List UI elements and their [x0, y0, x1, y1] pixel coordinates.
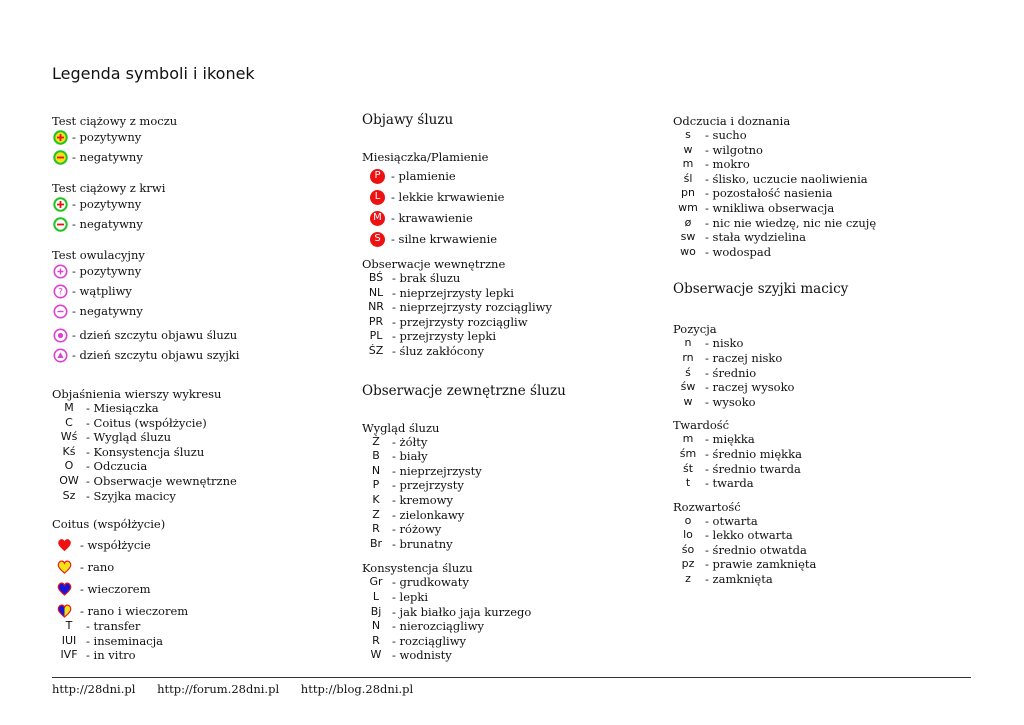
abbreviation: BŚ: [368, 271, 384, 284]
abbreviation: ø: [684, 215, 692, 229]
description: - otwarta: [705, 513, 758, 528]
list-item: [673, 395, 876, 410]
description: - transfer: [86, 619, 141, 634]
coitus-morning-evening-row: - rano i wieczorem: [52, 603, 239, 619]
description: - średnio miękka: [705, 446, 802, 461]
abbreviation: Ż: [372, 434, 380, 448]
list-item: [673, 380, 876, 395]
list-item: [362, 435, 566, 450]
list-item: [362, 648, 566, 663]
bleeding-item: [362, 169, 566, 184]
list-item: [362, 300, 566, 315]
feelings-list: [673, 128, 876, 259]
blood-positive-icon: [52, 196, 68, 212]
description: - zielonkawy: [392, 507, 465, 522]
mucus-peak-icon: [52, 327, 68, 343]
list-item: [362, 478, 566, 493]
abbreviation: t: [685, 476, 691, 490]
list-item: [52, 634, 239, 649]
description: - wodospad: [705, 244, 772, 259]
list-item: [362, 344, 566, 359]
list-item: [673, 476, 876, 491]
coitus-morning-row: - rano: [52, 559, 239, 575]
description: - wilgotno: [705, 142, 763, 157]
description: - przejrzysty: [392, 478, 464, 493]
cervix-peak-icon: [52, 347, 68, 363]
coitus-evening-row: - wieczorem: [52, 581, 239, 597]
list-item: [52, 474, 239, 489]
abbreviation: M: [64, 401, 74, 414]
abbreviation: N: [371, 463, 381, 477]
abbreviation: o: [684, 513, 692, 527]
description: - średnio otwatda: [705, 542, 807, 557]
description: - nieprzejrzysty: [392, 463, 482, 478]
description: - mokro: [705, 157, 750, 172]
list-item: [673, 447, 876, 462]
description: - raczej nisko: [705, 350, 783, 365]
abbreviation: lo: [683, 528, 693, 542]
list-item: [673, 157, 876, 172]
abbreviation: m: [682, 432, 694, 446]
abbreviation: O: [64, 459, 74, 473]
abbreviation: Wś: [60, 430, 78, 444]
hardness-list: [673, 432, 876, 490]
abbreviation: Gr: [369, 575, 383, 589]
list-item: [673, 351, 876, 366]
internal-title: Obserwacje wewnętrzne: [362, 257, 506, 271]
abbreviation: św: [680, 380, 696, 394]
abbreviation: w: [683, 394, 693, 408]
opening-title: Rozwartość: [673, 499, 741, 514]
list-item: [362, 634, 566, 649]
abbreviation: L: [372, 589, 380, 603]
description: - Obserwacje wewnętrzne: [86, 473, 237, 488]
abbreviation: P: [372, 478, 380, 492]
internal-list: [362, 271, 566, 359]
list-item: [362, 522, 566, 537]
abbreviation: B: [372, 449, 380, 463]
cervix-heading: Obserwacje szyjki macicy: [673, 281, 849, 298]
list-item: [673, 557, 876, 572]
abbreviation: z: [685, 572, 691, 586]
description: - zamknięta: [705, 572, 773, 587]
abbreviation: PL: [369, 329, 383, 343]
abbreviation: śt: [682, 461, 694, 475]
urine-negative-row: - negatywny: [52, 149, 239, 165]
column-1: [52, 112, 239, 663]
feelings-title: Odczucia i doznania: [673, 114, 791, 128]
position-title: Pozycja: [673, 322, 717, 337]
svg-text:?: ?: [57, 287, 63, 298]
ovulation-doubtful-row: ? - wątpliwy: [52, 283, 239, 299]
footer-link-forum[interactable]: http://forum.28dni.pl: [157, 682, 280, 696]
bleeding-list: [362, 169, 566, 247]
description: - sucho: [705, 128, 747, 142]
list-item: [362, 329, 566, 344]
list-item: [362, 493, 566, 508]
abbreviation: T: [65, 619, 73, 633]
blood-negative-icon: [52, 216, 68, 232]
coitus-heart-row: - współżycie: [52, 537, 239, 553]
description: - Konsystencja śluzu: [86, 444, 205, 459]
abbreviation: Kś: [62, 444, 76, 458]
description: - brak śluzu: [392, 271, 461, 285]
list-item: [52, 401, 239, 416]
list-item: [673, 245, 876, 260]
abbreviation: R: [372, 633, 380, 647]
bleeding-item: [362, 232, 566, 247]
abbreviation: n: [684, 336, 692, 350]
position-list: [673, 336, 876, 409]
abbreviation: śl: [683, 171, 693, 185]
description: - przejrzysty lepki: [392, 329, 497, 344]
description: - jak białko jaja kurzego: [392, 604, 532, 619]
description: - śluz zakłócony: [392, 343, 485, 358]
list-item: [673, 432, 876, 447]
list-item: [673, 366, 876, 381]
column-2: [362, 112, 566, 663]
description: - lekko otwarta: [705, 528, 793, 543]
red-heart-icon: [52, 537, 76, 553]
list-item: [362, 271, 566, 286]
abbreviation: wo: [680, 244, 696, 258]
ovulation-negative-row: - negatywny: [52, 303, 239, 319]
list-item: [673, 514, 876, 529]
description: - biały: [392, 449, 428, 464]
look-list: [362, 435, 566, 552]
coitus-title: Coitus (współżycie): [52, 517, 166, 532]
ovulation-positive-row: - pozytywny: [52, 263, 239, 279]
abbreviation: W: [370, 648, 382, 662]
list-item: [362, 619, 566, 634]
abbreviation: Z: [372, 507, 380, 521]
abbreviation: pn: [681, 186, 695, 200]
abbreviation: ś: [685, 365, 691, 379]
bleeding-letter-icon: P: [370, 169, 385, 184]
footer-link-blog[interactable]: http://blog.28dni.pl: [300, 682, 414, 696]
abbreviation: ŚZ: [368, 343, 384, 357]
blue-heart-icon: [52, 581, 76, 597]
urine-test-title: Test ciążowy z moczu: [52, 114, 178, 128]
footer-divider: [52, 677, 971, 678]
abbreviation: wm: [678, 200, 698, 214]
list-item: [673, 216, 876, 231]
description: - żółty: [392, 434, 428, 449]
list-item: [673, 128, 876, 143]
coitus-list: [52, 619, 239, 663]
bleeding-letter-icon: L: [370, 190, 385, 205]
description: - nic nie wiedzę, nic nie czuję: [705, 215, 877, 230]
bleeding-item: [362, 211, 566, 226]
list-item: [362, 286, 566, 301]
list-item: [673, 528, 876, 543]
column-3: [673, 112, 876, 587]
description: - przejrzysty rozciągliw: [392, 314, 528, 329]
list-item: [362, 537, 566, 552]
ovulation-negative-icon: [52, 303, 68, 319]
abbreviation: N: [371, 619, 381, 633]
abbreviation: R: [372, 522, 380, 536]
description: - in vitro: [86, 648, 136, 663]
list-item: [362, 575, 566, 590]
ovulation-test-title: Test owulacyjny: [52, 248, 145, 262]
description: - kremowy: [392, 492, 453, 507]
description: - nisko: [705, 336, 744, 351]
page-title: Legenda symboli i ikonek: [52, 64, 255, 83]
abbreviation: C: [65, 415, 73, 429]
footer-links: [52, 682, 431, 696]
consistency-list: [362, 575, 566, 663]
yellow-heart-icon: [52, 559, 76, 575]
description: - lekkie krwawienie: [391, 190, 505, 205]
list-item: [362, 449, 566, 464]
ovulation-doubtful-icon: [52, 283, 68, 299]
list-item: [362, 605, 566, 620]
description: - nieprzejrzysty lepki: [392, 285, 514, 300]
abbreviation: w: [683, 142, 693, 156]
description: - raczej wysoko: [705, 380, 795, 395]
abbreviation: rn: [682, 350, 694, 364]
abbreviation: K: [372, 492, 380, 506]
chart-rows-title: Objaśnienia wierszy wykresu: [52, 387, 222, 401]
opening-list: [673, 514, 876, 587]
description: - nierozciągliwy: [392, 619, 484, 634]
cervix-peak-row: - dzień szczytu objawu szyjki: [52, 347, 239, 363]
description: - plamienie: [391, 169, 456, 184]
bleeding-letter-icon: M: [370, 211, 385, 226]
list-item: [673, 172, 876, 187]
description: - Odczucia: [86, 459, 148, 474]
description: - krawawienie: [391, 211, 473, 226]
list-item: [673, 336, 876, 351]
list-item: [362, 464, 566, 479]
abbreviation: NL: [368, 285, 384, 299]
description: - średnio twarda: [705, 461, 801, 476]
positive-test-icon: [52, 129, 68, 145]
list-item: [673, 543, 876, 558]
description: - wysoko: [705, 394, 756, 409]
list-item: [52, 619, 239, 634]
footer-link-main[interactable]: http://28dni.pl: [52, 682, 136, 696]
abbreviation: Br: [369, 536, 383, 550]
abbreviation: IUI: [61, 633, 77, 647]
list-item: [52, 459, 239, 474]
blood-test-title: Test ciążowy z krwi: [52, 181, 166, 195]
list-item: [362, 315, 566, 330]
abbreviation: PR: [368, 314, 384, 328]
description: - brunatny: [392, 536, 453, 551]
description: - różowy: [392, 522, 442, 537]
description: - stała wydzielina: [705, 230, 807, 245]
description: - nieprzejrzysty rozciągliwy: [392, 300, 552, 315]
list-item: [362, 508, 566, 523]
look-title: Wygląd śluzu: [362, 420, 440, 435]
description: - inseminacja: [86, 633, 164, 648]
bleeding-title: Miesiączka/Plamienie: [362, 150, 489, 164]
list-item: [52, 416, 239, 431]
description: - Szyjka macicy: [86, 488, 176, 503]
list-item: [362, 590, 566, 605]
abbreviation: śm: [679, 446, 697, 460]
abbreviation: OW: [59, 473, 79, 487]
bleeding-item: [362, 190, 566, 205]
list-item: [673, 572, 876, 587]
list-item: [673, 143, 876, 158]
description: - silne krwawienie: [391, 232, 498, 247]
bleeding-letter-icon: S: [370, 232, 385, 247]
list-item: [673, 186, 876, 201]
hardness-title: Twardość: [673, 418, 730, 433]
abbreviation: sw: [680, 230, 696, 244]
abbreviation: NR: [368, 300, 384, 314]
description: - wodnisty: [392, 648, 452, 663]
abbreviation: s: [685, 128, 691, 141]
description: - grudkowaty: [392, 575, 469, 590]
list-item: [52, 445, 239, 460]
abbreviation: IVF: [60, 648, 78, 662]
description: - miękka: [705, 432, 755, 447]
description: - twarda: [705, 476, 754, 491]
list-item: [673, 462, 876, 477]
description: - wnikliwa obserwacja: [705, 200, 835, 215]
description: - pozostałość nasienia: [705, 186, 833, 201]
consistency-title: Konsystencja śluzu: [362, 561, 473, 576]
ovulation-positive-icon: [52, 263, 68, 279]
abbreviation: śo: [681, 542, 695, 556]
abbreviation: m: [682, 157, 694, 171]
abbreviation: Sz: [62, 488, 76, 502]
mucus-peak-row: - dzień szczytu objawu śluzu: [52, 327, 239, 343]
mucus-heading: Objawy śluzu: [362, 112, 454, 128]
list-item: [52, 648, 239, 663]
description: - prawie zamknięta: [705, 557, 817, 572]
description: - rozciągliwy: [392, 633, 467, 648]
abbreviation: pz: [681, 557, 695, 571]
list-item: [673, 201, 876, 216]
abbreviation: Bj: [370, 604, 382, 618]
description: - lepki: [392, 589, 429, 604]
urine-positive-row: - pozytywny: [52, 129, 239, 145]
chart-rows-list: [52, 401, 239, 503]
list-item: [52, 489, 239, 504]
external-heading: Obserwacje zewnętrzne śluzu: [362, 382, 566, 399]
list-item: [673, 230, 876, 245]
description: - Miesiączka: [86, 401, 159, 415]
description: - Coitus (współżycie): [86, 415, 207, 430]
negative-test-icon: [52, 149, 68, 165]
list-item: [52, 430, 239, 445]
split-heart-icon: [52, 603, 76, 619]
blood-positive-row: - pozytywny: [52, 196, 239, 212]
blood-negative-row: - negatywny: [52, 216, 239, 232]
description: - średnio: [705, 365, 757, 380]
description: - Wygląd śluzu: [86, 430, 171, 445]
description: - ślisko, uczucie naoliwienia: [705, 171, 868, 186]
